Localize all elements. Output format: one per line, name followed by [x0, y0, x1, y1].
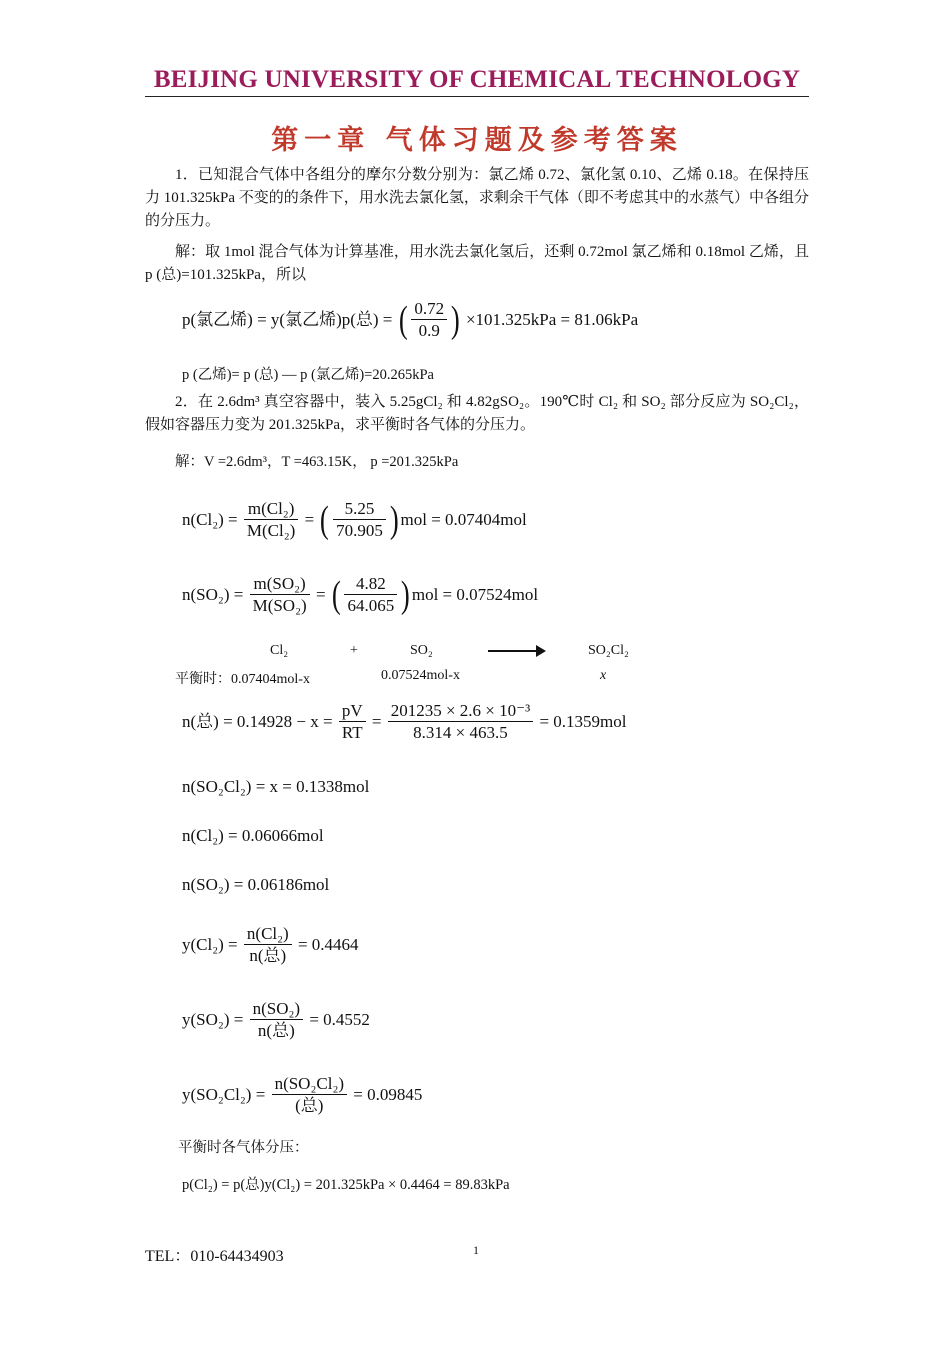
partial-pressure-label: 平衡时各气体分压： — [178, 1140, 309, 1156]
chapter-title: 第一章 气体习题及参考答案 — [271, 125, 683, 156]
reactant-cl2: Cl₂ — [270, 643, 289, 658]
equilibrium-cl2: 平衡时：0.07404mol-x — [175, 672, 310, 687]
equation-n-so2-eq: n(SO₂) = 0.06186mol — [182, 875, 330, 894]
equation-p-ethylene: p (乙烯)= p (总) — p (氯乙烯)=20.265kPa — [182, 367, 434, 383]
equation-y-cl2: y(Cl₂) = $\frac{\text{n(Cl₂)}}{\text{n(总)}}$ = 0.4464 — [182, 924, 359, 965]
page-number: 1 — [473, 1243, 479, 1257]
equation-n-cl2: n(Cl₂) = $\frac{\text{m(Cl₂)}}{\text{M(Cl₂)}}$ = ( $\frac{5.25}{70.905}$ ) mol = 0.07404mol — [182, 498, 527, 541]
equation-n-so2: n(SO₂) = $\frac{\text{m(SO₂)}}{\text{M(SO₂)}}$ = ( $\frac{4.82}{64.065}$ ) mol = 0.07524mol — [182, 573, 539, 616]
problem-1-text: 1．已知混合气体中各组分的摩尔分数分别为：氯乙烯 0.72、氯化氢 0.10、乙烯 0.18。在保持压力 101.325kPa 不变的的条件下，用水洗去氯化氢，求剩余干气体（即不考虑其中的水蒸气）中各组分的分压力。 — [145, 167, 809, 229]
reaction-plus: + — [350, 643, 358, 658]
equilibrium-so2: 0.07524mol-x — [381, 668, 460, 683]
equation-p-cl2: p(Cl₂) = p(总)y(Cl₂) = 201.325kPa × 0.4464 = 89.83kPa — [182, 1177, 510, 1193]
equation-y-so2cl2: y(SO₂Cl₂) = $\frac{\text{n(SO₂Cl₂)}}{\text{(总)}}$ = 0.09845 — [182, 1074, 423, 1115]
university-header: BEIJING UNIVERSITY OF CHEMICAL TECHNOLOGY — [153, 66, 801, 93]
product-so2cl2: SO₂Cl₂ — [588, 643, 629, 658]
equation-n-total: n(总) = 0.14928 − x = $\frac{pV}{RT}$ = $\frac{\text{201235 × 2.6 × 10⁻³}}{8.314 \times 463.5}$ = 0.1359mol — [182, 701, 627, 742]
reaction-arrow — [488, 650, 544, 652]
problem-2-text: 2．在 2.6dm³ 真空容器中，装入 5.25gCl₂ 和 4.82gSO₂。190℃时 Cl₂ 和 SO₂ 部分反应为 SO₂Cl₂，假如容器压力变为 201.325kPa，求平衡时各气体的分压力。 — [145, 394, 809, 433]
problem-1-solution: 解：取 1mol 混合气体为计算基准，用水洗去氯化氢后，还剩 0.72mol 氯乙烯和 0.18mol 乙烯，且 p (总)=101.325kPa，所以 — [145, 244, 809, 283]
reactant-so2: SO₂ — [410, 643, 433, 658]
equation-n-so2cl2: n(SO₂Cl₂) = x = 0.1338mol — [182, 777, 370, 796]
equation-p-vinyl-chloride: p(氯乙烯) = y(氯乙烯)p(总) = ( $\frac{0.72}{0.9}$ ) ×101.325kPa = 81.06kPa — [182, 298, 639, 341]
footer-telephone: TEL：010-64434903 — [145, 1248, 284, 1265]
problem-2-solution: 解：V =2.6dm³，T =463.15K， p =201.325kPa — [175, 454, 459, 470]
equation-n-cl2-eq: n(Cl₂) = 0.06066mol — [182, 826, 324, 845]
header-divider — [145, 96, 809, 97]
equilibrium-product: x — [600, 668, 607, 683]
equation-y-so2: y(SO₂) = $\frac{\text{n(SO₂)}}{\text{n(总)}}$ = 0.4552 — [182, 999, 370, 1040]
